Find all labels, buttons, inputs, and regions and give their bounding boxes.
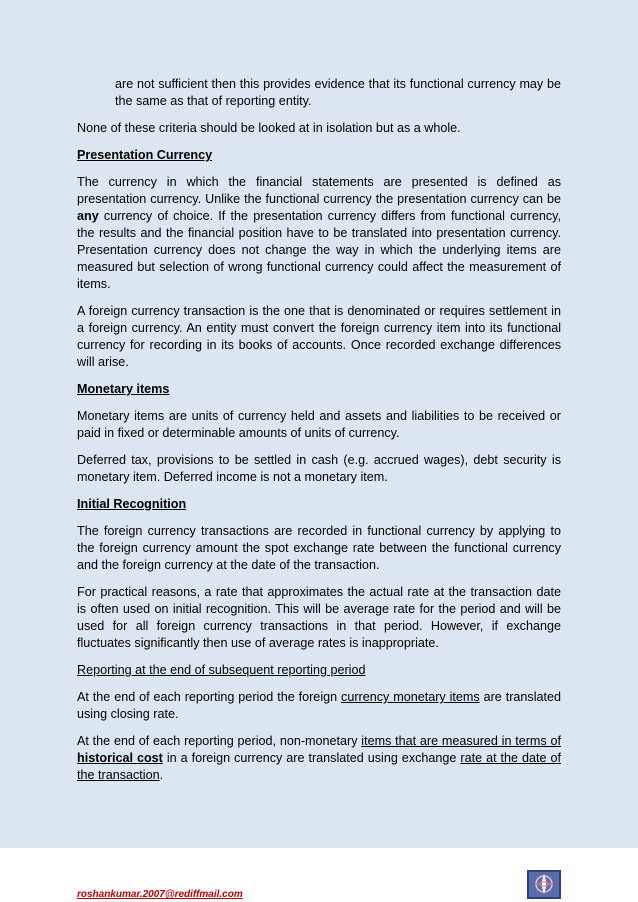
underlined-items-measured: items that are measured in terms of <box>361 734 561 748</box>
paragraph-closing-rate <box>77 689 561 723</box>
paragraph-deferred-tax: Deferred tax, provisions to be settled in cash (e.g. accrued wages), debt security is monetary item. Deferred income is not a monetary item. <box>77 453 561 484</box>
underlined-monetary-items: currency monetary items <box>341 690 480 704</box>
text-span: . <box>159 768 164 782</box>
text-span: At the end of each reporting period, non-monetary <box>77 734 362 748</box>
underlined-rate-at-date: rate at the date of the transaction <box>77 751 561 782</box>
emphasis-historical-cost: historical cost <box>77 751 163 765</box>
text-span: At the end of each reporting period the foreign <box>77 690 342 704</box>
paragraph-continuation: are not sufficient then this provides evidence that its functional currency may be the same as that of reporting entity. <box>115 77 561 108</box>
paragraph-non-monetary <box>77 733 561 784</box>
paragraph-isolation: None of these criteria should be looked at in isolation but as a whole. <box>77 121 461 135</box>
paragraph-spot-rate: The foreign currency transactions are recorded in functional currency by applying to the foreign currency amount the spot exchange rate between the functional currency and the foreign currency at the date of the transaction. <box>77 524 561 572</box>
paragraph-monetary-definition: Monetary items are units of currency held and assets and liabilities to be received or paid in fixed or determinable amounts of units of currency. <box>77 409 561 440</box>
page-footer <box>0 848 638 902</box>
paragraph-presentation-currency <box>77 174 561 293</box>
heading-initial-recognition: Initial Recognition <box>77 497 187 511</box>
page-content <box>77 76 561 794</box>
text-span: in a foreign currency are translated using exchange <box>162 751 461 765</box>
footer-email-link[interactable]: roshankumar.2007@rediffmail.com <box>77 889 243 900</box>
paragraph-foreign-transaction: A foreign currency transaction is the one that is denominated or requires settlement in a foreign currency. An entity must convert the foreign currency item into its functional currency for recording in its books of accounts. Once recorded exchange differences will arise. <box>77 304 561 369</box>
emphasis-any: any <box>77 209 99 223</box>
logo-icon <box>527 870 561 899</box>
heading-presentation-currency: Presentation Currency <box>77 148 213 162</box>
paragraph-average-rate: For practical reasons, a rate that approximates the actual rate at the transaction date is often used on initial recognition. This will be average rate for the period and will be used for all foreign currency transactions in that period. However, if exchange fluctuates significantly then use of average rates is inappropriate. <box>77 585 561 650</box>
text-span: The currency in which the financial statements are presented is defined as presentation currency. Unlike the functional currency the presentation currency can be <box>77 175 561 206</box>
text-span: currency of choice. If the presentation currency differs from functional currency, the results and the financial position have to be translated into presentation currency. Presentation currency does not change the way in which the underlying items are measured but selection of wrong functional currency could affect the measurement of items. <box>77 209 561 291</box>
text-span: are translated using closing rate. <box>77 690 562 721</box>
heading-monetary-items: Monetary items <box>77 382 170 396</box>
heading-subsequent-reporting: Reporting at the end of subsequent reporting period <box>77 663 366 677</box>
